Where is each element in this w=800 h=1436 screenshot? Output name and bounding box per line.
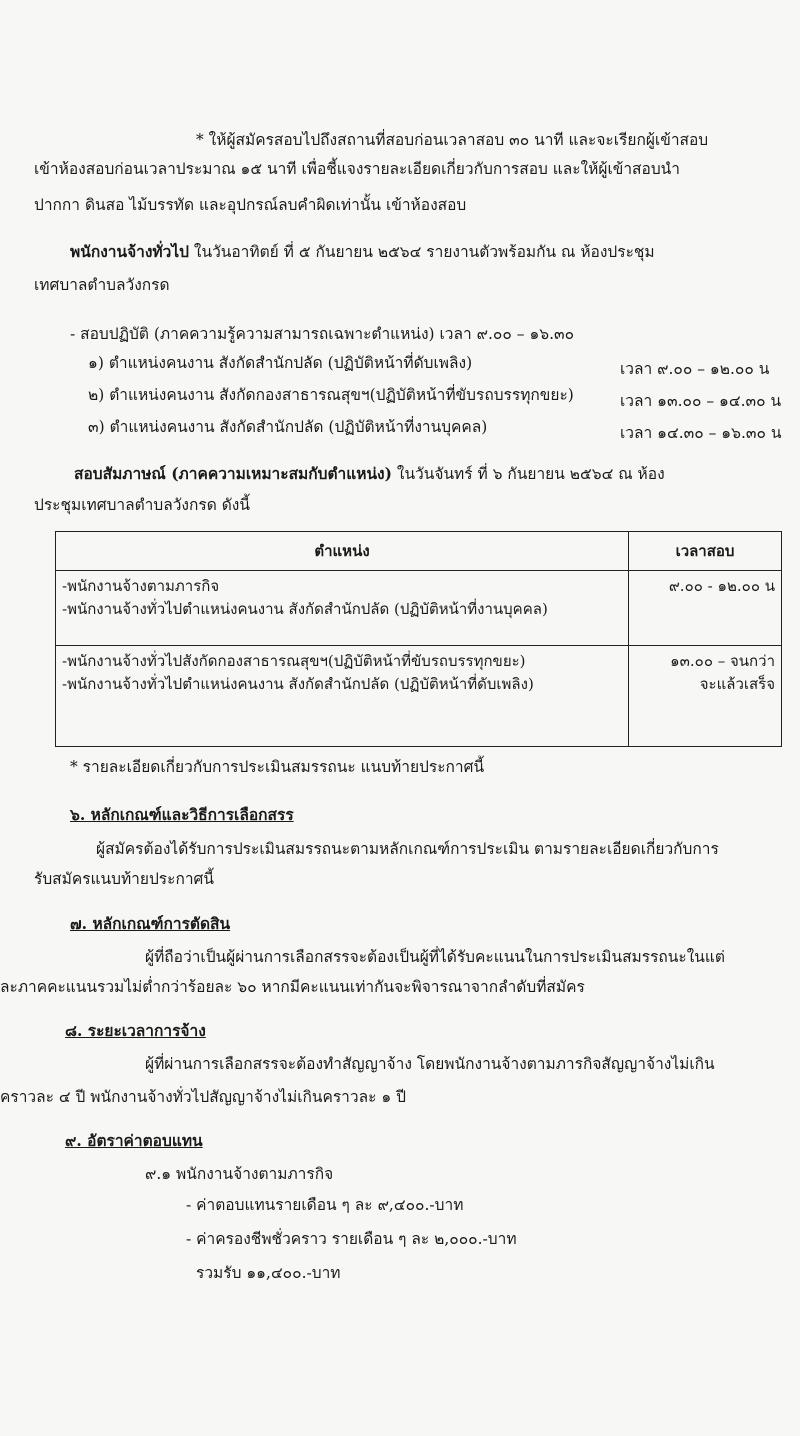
practical-item-3-time: เวลา ๑๔.๓๐ – ๑๖.๓๐ น	[620, 424, 782, 442]
section-9-title: ๙. อัตราค่าตอบแทน	[65, 1131, 203, 1150]
position-entry: -พนักงานจ้างทั่วไปสังกัดกองสาธารณสุขฯ(ปฏิบัติหน้าที่ขับรถบรรทุกขยะ)	[62, 652, 526, 670]
section-6-line-1: ผู้สมัครต้องได้รับการประเมินสมรรถนะตามหลักเกณฑ์การประเมิน ตามรายละเอียดเกี่ยวกับการ	[96, 840, 719, 858]
table-header-position: ตำแหน่ง	[56, 532, 629, 571]
position-entry: -พนักงานจ้างตามภารกิจ	[62, 577, 220, 595]
practical-item-2-label: ๒) ตำแหน่งคนงาน สังกัดกองสาธารณสุขฯ(ปฏิบัติหน้าที่ขับรถบรรทุกขยะ)	[88, 386, 574, 404]
practical-item-1-time: เวลา ๙.๐๐ – ๑๒.๐๐ น	[620, 360, 770, 378]
general-line-2: เทศบาลตำบลวังกรด	[34, 276, 170, 294]
intro-line-2: เข้าห้องสอบก่อนเวลาประมาณ ๑๕ นาที เพื่อชี้แจงรายละเอียดเกี่ยวกับการสอบ และให้ผู้เข้าสอบนำ	[34, 160, 680, 178]
section-9-item-2: - ค่าครองชีพชั่วคราว รายเดือน ๆ ละ ๒,๐๐๐.-บาท	[186, 1230, 517, 1248]
section-9-item-1: - ค่าตอบแทนรายเดือน ๆ ละ ๙,๔๐๐.-บาท	[186, 1196, 464, 1214]
general-line-1-rest: ในวันอาทิตย์ ที่ ๕ กันยายน ๒๕๖๔ รายงานตัวพร้อมกัน ณ ห้องประชุม	[188, 243, 655, 261]
general-heading: พนักงานจ้างทั่วไป	[70, 242, 189, 261]
table-cell-positions	[56, 571, 629, 646]
section-8-line-1: ผู้ที่ผ่านการเลือกสรรจะต้องทำสัญญาจ้าง โดยพนักงานจ้างตามภารกิจสัญญาจ้างไม่เกิน	[145, 1055, 715, 1073]
table-cell-time	[629, 646, 782, 747]
table-header-row	[56, 532, 782, 571]
section-8-title: ๘. ระยะเวลาการจ้าง	[65, 1021, 206, 1040]
general-line-1	[70, 243, 655, 262]
time-entry: ๑๓.๐๐ – จนกว่า	[670, 652, 775, 670]
intro-line-1: * ให้ผู้สมัครสอบไปถึงสถานที่สอบก่อนเวลาสอบ ๓๐ นาที และจะเรียกผู้เข้าสอบ	[196, 131, 709, 149]
section-8-line-2: คราวละ ๔ ปี พนักงานจ้างทั่วไปสัญญาจ้างไม่เกินคราวละ ๑ ปี	[0, 1088, 406, 1106]
section-9-total: รวมรับ ๑๑,๔๐๐.-บาท	[196, 1264, 341, 1282]
table-cell-time	[629, 571, 782, 646]
section-6-line-2: รับสมัครแนบท้ายประกาศนี้	[34, 870, 214, 888]
interview-heading: สอบสัมภาษณ์ (ภาคความเหมาะสมกับตำแหน่ง)	[74, 464, 392, 483]
time-entry: จะแล้วเสร็จ	[699, 675, 775, 694]
section-7-line-2: ละภาคคะแนนรวมไม่ต่ำกว่าร้อยละ ๖๐ หากมีคะแนนเท่ากันจะพิจารณาจากลำดับที่สมัคร	[0, 978, 585, 996]
section-7-title: ๗. หลักเกณฑ์การตัดสิน	[70, 914, 231, 933]
interview-line-2: ประชุมเทศบาลตำบลวังกรด ดังนี้	[34, 496, 250, 514]
interview-schedule-table	[55, 531, 782, 747]
position-entry: -พนักงานจ้างทั่วไปตำแหน่งคนงาน สังกัดสำนักปลัด (ปฏิบัติหน้าที่งานบุคคล)	[62, 600, 548, 619]
table-cell-positions	[56, 646, 629, 747]
section-7-line-1: ผู้ที่ถือว่าเป็นผู้ผ่านการเลือกสรรจะต้องเป็นผู้ที่ได้รับคะแนนในการประเมินสมรรถนะในแต่	[145, 948, 725, 966]
table-header-time: เวลาสอบ	[629, 532, 782, 571]
practical-title: - สอบปฏิบัติ (ภาคความรู้ความสามารถเฉพาะตำแหน่ง) เวลา ๙.๐๐ – ๑๖.๓๐	[70, 325, 575, 343]
table-row	[56, 571, 782, 646]
position-entry: -พนักงานจ้างทั่วไปตำแหน่งคนงาน สังกัดสำนักปลัด (ปฏิบัติหน้าที่ดับเพลิง)	[62, 675, 534, 694]
interview-line-1	[74, 465, 665, 484]
practical-item-1-label: ๑) ตำแหน่งคนงาน สังกัดสำนักปลัด (ปฏิบัติหน้าที่ดับเพลิง)	[88, 354, 473, 372]
section-6-title: ๖. หลักเกณฑ์และวิธีการเลือกสรร	[70, 805, 294, 824]
time-entry: ๙.๐๐ - ๑๒.๐๐ น	[668, 577, 775, 595]
table-row	[56, 646, 782, 747]
practical-item-3-label: ๓) ตำแหน่งคนงาน สังกัดสำนักปลัด (ปฏิบัติหน้าที่งานบุคคล)	[88, 418, 488, 436]
practical-item-2-time: เวลา ๑๓.๐๐ – ๑๔.๓๐ น	[620, 392, 782, 410]
section-9-subtitle: ๙.๑ พนักงานจ้างตามภารกิจ	[145, 1165, 334, 1183]
interview-line-1-rest: ในวันจันทร์ ที่ ๖ กันยายน ๒๕๖๔ ณ ห้อง	[391, 465, 665, 483]
intro-line-3: ปากกา ดินสอ ไม้บรรทัด และอุปกรณ์ลบคำผิดเท่านั้น เข้าห้องสอบ	[34, 196, 467, 214]
competency-note: * รายละเอียดเกี่ยวกับการประเมินสมรรถนะ แนบท้ายประกาศนี้	[70, 758, 485, 776]
